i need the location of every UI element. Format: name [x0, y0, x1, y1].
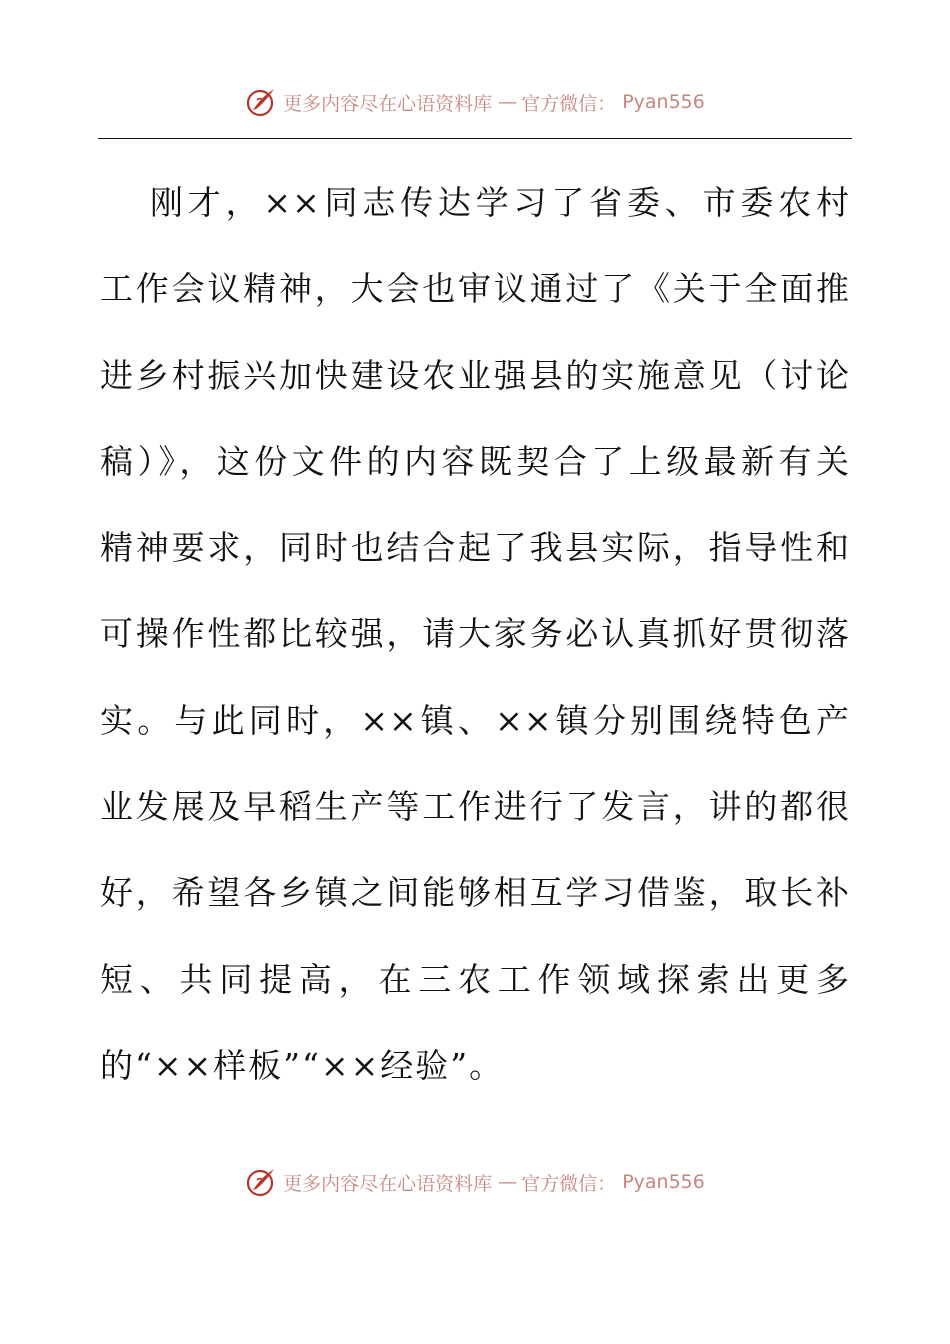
- header-separator: —: [498, 91, 516, 113]
- body-line: 稿）》，这份文件的内容既契合了上级最新有关: [100, 441, 850, 481]
- body-line: 实。与此同时，××镇、××镇分别围绕特色产: [100, 700, 850, 740]
- header-rule: [98, 138, 852, 139]
- body-line: 精神要求，同时也结合起了我县实际，指导性和: [100, 528, 850, 568]
- body-line: 工作会议精神，大会也审议通过了《关于全面推: [100, 269, 850, 309]
- body-line: 进乡村振兴加快建设农业强县的实施意见（讨论: [100, 355, 850, 395]
- body-line: 短、共同提高，在三农工作领域探索出更多: [100, 959, 850, 999]
- body-line: 刚才，××同志传达学习了省委、市委农村: [150, 183, 850, 222]
- footer-separator: —: [498, 1171, 516, 1193]
- body-paragraph: [100, 160, 850, 1109]
- header-wechat-id: Pyan556: [622, 91, 705, 113]
- header-wechat-label: 官方微信：: [521, 92, 617, 115]
- footer-wechat-label: 官方微信：: [521, 1172, 617, 1195]
- footer-site-text: 更多内容尽在心语资料库: [283, 1172, 493, 1195]
- body-line: 业发展及早稻生产等工作进行了发言，讲的都很: [100, 787, 850, 827]
- body-line: 的“××样板”“××经验”。: [100, 1045, 505, 1085]
- header-site-text: 更多内容尽在心语资料库: [283, 92, 493, 115]
- footer-wechat-id: Pyan556: [622, 1171, 705, 1193]
- body-line: 可操作性都比较强，请大家务必认真抓好贯彻落: [100, 614, 850, 654]
- quill-logo-icon: [245, 86, 277, 118]
- quill-logo-icon: [245, 1166, 277, 1198]
- header-watermark: [0, 86, 950, 118]
- footer-watermark: [0, 1166, 950, 1198]
- body-line: 好，希望各乡镇之间能够相互学习借鉴，取长补: [100, 873, 850, 913]
